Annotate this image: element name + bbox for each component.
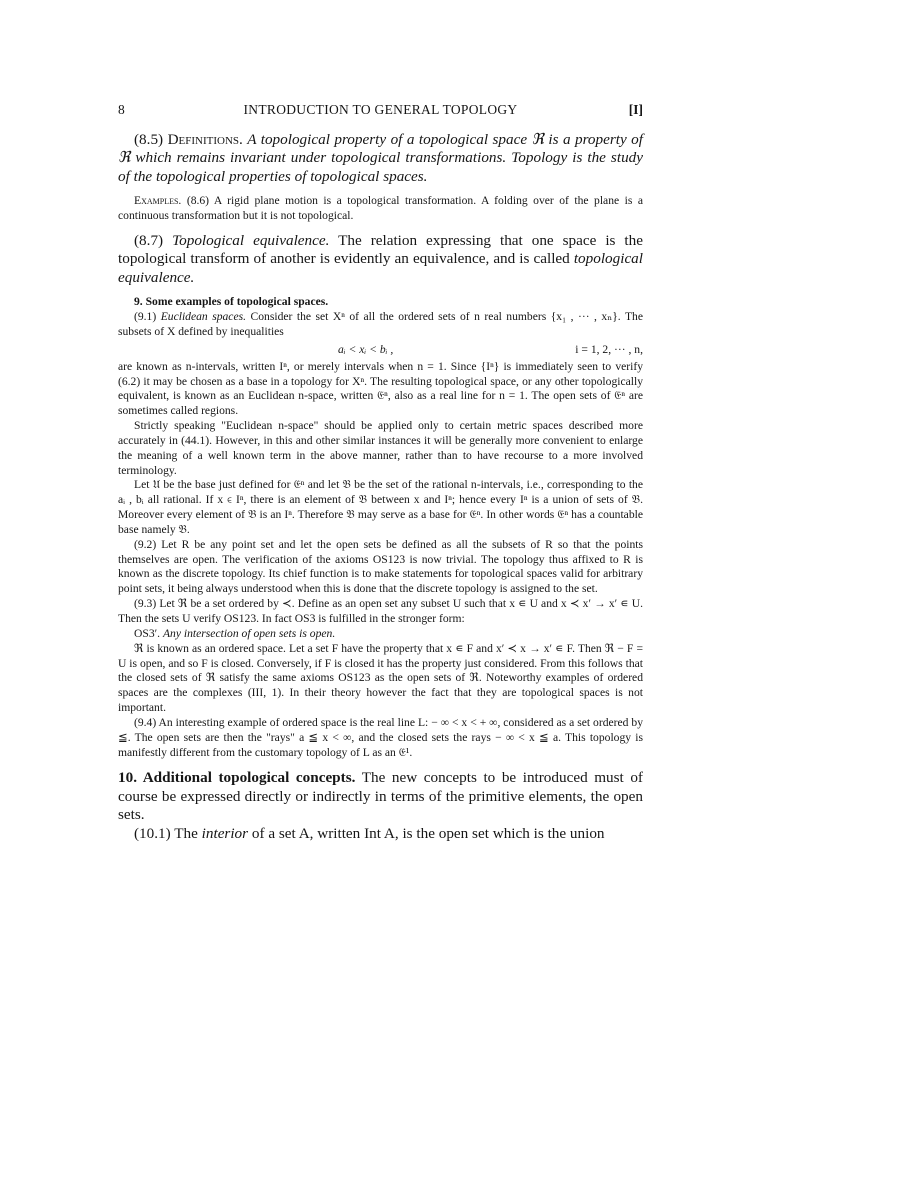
definitions-paragraph <box>118 131 643 186</box>
section-number: (8.5) <box>134 131 164 148</box>
additional-concepts-paragraph <box>118 769 643 824</box>
metric-remark-paragraph: Strictly speaking "Euclidean n-space" should be applied only to certain metric spaces described more accurately in (44.1). However, in this and other similar instances it will be generally more convenient to enlarge the meaning of a well known term in the above manner, rather than to have recourse to a more involved terminology. <box>118 419 643 477</box>
ordered-set-paragraph: (9.3) Let ℜ be a set ordered by ≺. Define as an open set any subset U such that x ∊ U and x ≺ x′ → x′ ∊ U. Then the sets U verify OS123. In fact OS3 is fulfilled in the stronger form: <box>118 597 643 625</box>
section-number: (8.7) <box>134 231 164 249</box>
axiom-statement <box>118 627 643 642</box>
running-title: INTRODUCTION TO GENERAL TOPOLOGY <box>243 102 518 117</box>
running-header <box>118 98 643 118</box>
index-range: i = 1, 2, ··· , n, <box>575 342 643 356</box>
section-heading: 9. Some examples of topological spaces. <box>134 295 329 309</box>
section-head: Definitions. <box>167 131 243 148</box>
examples-head: Examples. <box>134 194 182 208</box>
subsection-number: (9.1) <box>134 309 157 323</box>
inequality-display <box>118 340 643 360</box>
section-head: Topological equivalence. <box>172 231 330 249</box>
equivalence-text: The relation expressing that one space is the topological transform of another is evidently an equivalence, and is called <box>118 231 643 268</box>
additional-concepts-text: The new concepts to be introduced must of course be expressed directly or indirectly in terms of the primitive elements, the open sets. <box>118 769 643 824</box>
intervals-paragraph: are known as n-intervals, written Iⁿ, or merely intervals when n = 1. Since {Iⁿ} is immediately seen to verify (6.2) it may be chosen as a base in a topology for Xⁿ. The resulting topological space, or any other topologically equivalent, is known as an Euclidean n-space, written 𝔈ⁿ, also as a real line for n = 1. The open sets of 𝔈ⁿ are sometimes called regions. <box>118 359 643 418</box>
interior-definition-paragraph <box>118 825 643 843</box>
euclidean-text: Consider the set Xⁿ of all the ordered sets of n real numbers {x₁ , ··· , xₙ}. The subsets of X defined by inequalities <box>118 309 644 338</box>
page-number: 8 <box>118 102 125 117</box>
real-line-paragraph: (9.4) An interesting example of ordered space is the real line L: − ∞ < x < + ∞, considered as a set ordered by ≦. The open sets are then the "rays" a ≦ x < ∞, and the closed sets the rays − ∞ < x ≦ a. This topology is manifestly different from the customary topology of L as an 𝔈¹. <box>118 715 643 759</box>
countable-base-paragraph: Let 𝔘 be the base just defined for 𝔈ⁿ and let 𝔅 be the set of the rational n-intervals, i.e., corresponding to the aᵢ , bᵢ all rational. If x ∊ Iⁿ, there is an element of 𝔅 between x and Iⁿ; hence every Iⁿ is a union of sets of 𝔅. Moreover every element of 𝔅 is an Iⁿ. Therefore 𝔅 may serve as a base for 𝔈ⁿ. In other words 𝔈ⁿ has a countable base namely 𝔅. <box>118 478 643 536</box>
interior-text-end: of a set A, written Int A, is the open set which is the union <box>251 824 605 842</box>
interior-text-start: The <box>174 824 198 842</box>
subsection-number: (10.1) <box>134 824 171 842</box>
discrete-topology-paragraph: (9.2) Let R be any point set and let the open sets be defined as all the subsets of R so that the points themselves are open. The verification of the axioms OS123 is now trivial. The topology thus affixed to R is known as the discrete topology. Its chief function is to make statements for topological spaces valid for arbitrary point sets, it being always understood when this is done that the discrete topology is assigned to the set. <box>118 537 643 596</box>
chapter-marker: [I] <box>628 102 643 117</box>
book-page <box>118 98 643 843</box>
equivalence-paragraph <box>118 232 643 287</box>
equivalence-term: topological equivalence. <box>118 250 643 286</box>
examples-text: (8.6) A rigid plane motion is a topological transformation. A folding over of the plane is a continuous transformation but it is not topological. <box>118 194 644 223</box>
interior-term: interior <box>201 824 249 842</box>
inequality: aᵢ < xᵢ < bᵢ , <box>338 342 394 356</box>
axiom-label: OS3′. <box>134 626 161 640</box>
euclidean-paragraph <box>118 310 643 340</box>
ordered-space-paragraph: ℜ is known as an ordered space. Let a set F have the property that x ∊ F and x′ ≺ x → x′ ∊ F. Then ℜ − F = U is open, and so F is closed. Conversely, if F is closed it has the property just considered. From this follows that the closed sets of ℜ satisfy the same axioms OS123 as the open sets of ℜ. Noteworthy examples of ordered spaces are the complexes (III, 1). In their theory however the fact that they are topological spaces is not important. <box>118 641 643 715</box>
subsection-head: Euclidean spaces. <box>160 309 247 323</box>
definition-text: A topological property of a topological space ℜ is a property of ℜ which remains invariant under topological transformations. Topology is the study of the topological properties of topological spaces. <box>118 131 643 185</box>
examples-paragraph <box>118 194 643 224</box>
axiom-text: Any intersection of open sets is open. <box>162 626 336 640</box>
section-heading: 10. Additional topological concepts. <box>118 769 356 787</box>
